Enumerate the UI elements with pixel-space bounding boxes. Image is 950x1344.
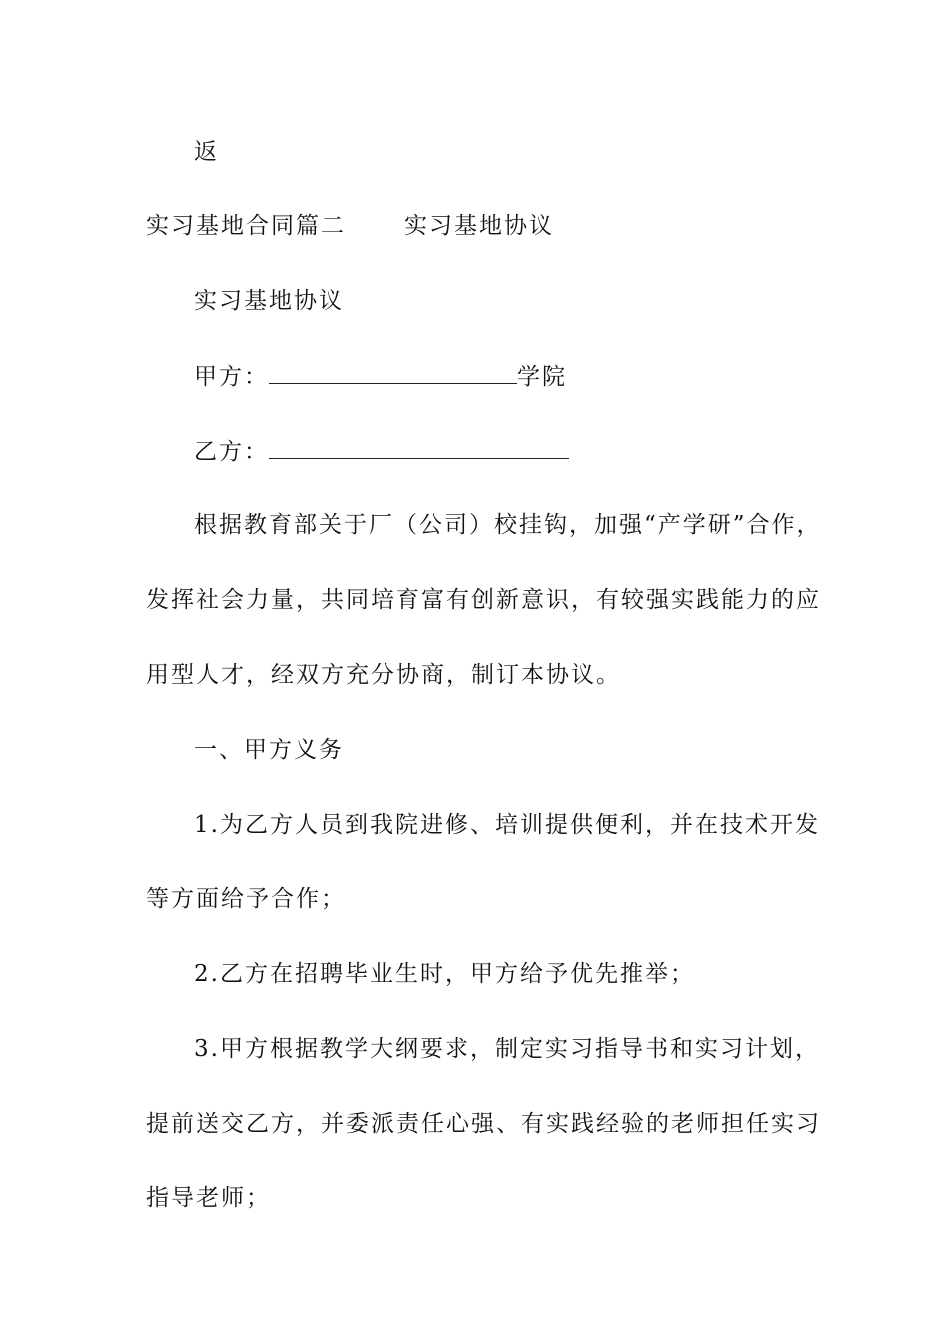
heading-line (146, 211, 554, 241)
party-b-label: 乙方： (194, 439, 269, 465)
heading-subtitle: 实习基地协议 (404, 213, 554, 239)
list-item-line: 1.为乙方人员到我院进修、培训提供便利，并在技术开发 (194, 812, 820, 838)
list-item-line: 3.甲方根据教学大纲要求，制定实习指导书和实习计划， (194, 1036, 820, 1062)
section-heading: 一、甲方义务 (194, 737, 344, 763)
text-line-fragment: 返 (194, 139, 219, 165)
heading-title: 实习基地合同篇二 (146, 213, 346, 239)
party-a-line (194, 361, 567, 392)
party-a-label: 甲方： (194, 364, 269, 390)
paragraph-line: 发挥社会力量，共同培育富有创新意识，有较强实践能力的应 (146, 587, 821, 613)
party-b-blank[interactable] (269, 436, 569, 459)
paragraph-line: 用型人才，经双方充分协商，制订本协议。 (146, 662, 621, 688)
party-b-line (194, 436, 569, 467)
paragraph-line: 根据教育部关于厂（公司）校挂钩，加强“产学研”合作， (194, 512, 822, 538)
list-item-line: 2.乙方在招聘毕业生时，甲方给予优先推举； (194, 961, 695, 987)
list-item-line: 提前送交乙方，并委派责任心强、有实践经验的老师担任实习 (146, 1111, 821, 1137)
list-item-line: 指导老师； (146, 1185, 271, 1211)
list-item-line: 等方面给予合作； (146, 886, 346, 912)
agreement-title: 实习基地协议 (194, 288, 344, 314)
party-a-suffix: 学院 (517, 364, 567, 390)
party-a-blank[interactable] (269, 361, 517, 384)
